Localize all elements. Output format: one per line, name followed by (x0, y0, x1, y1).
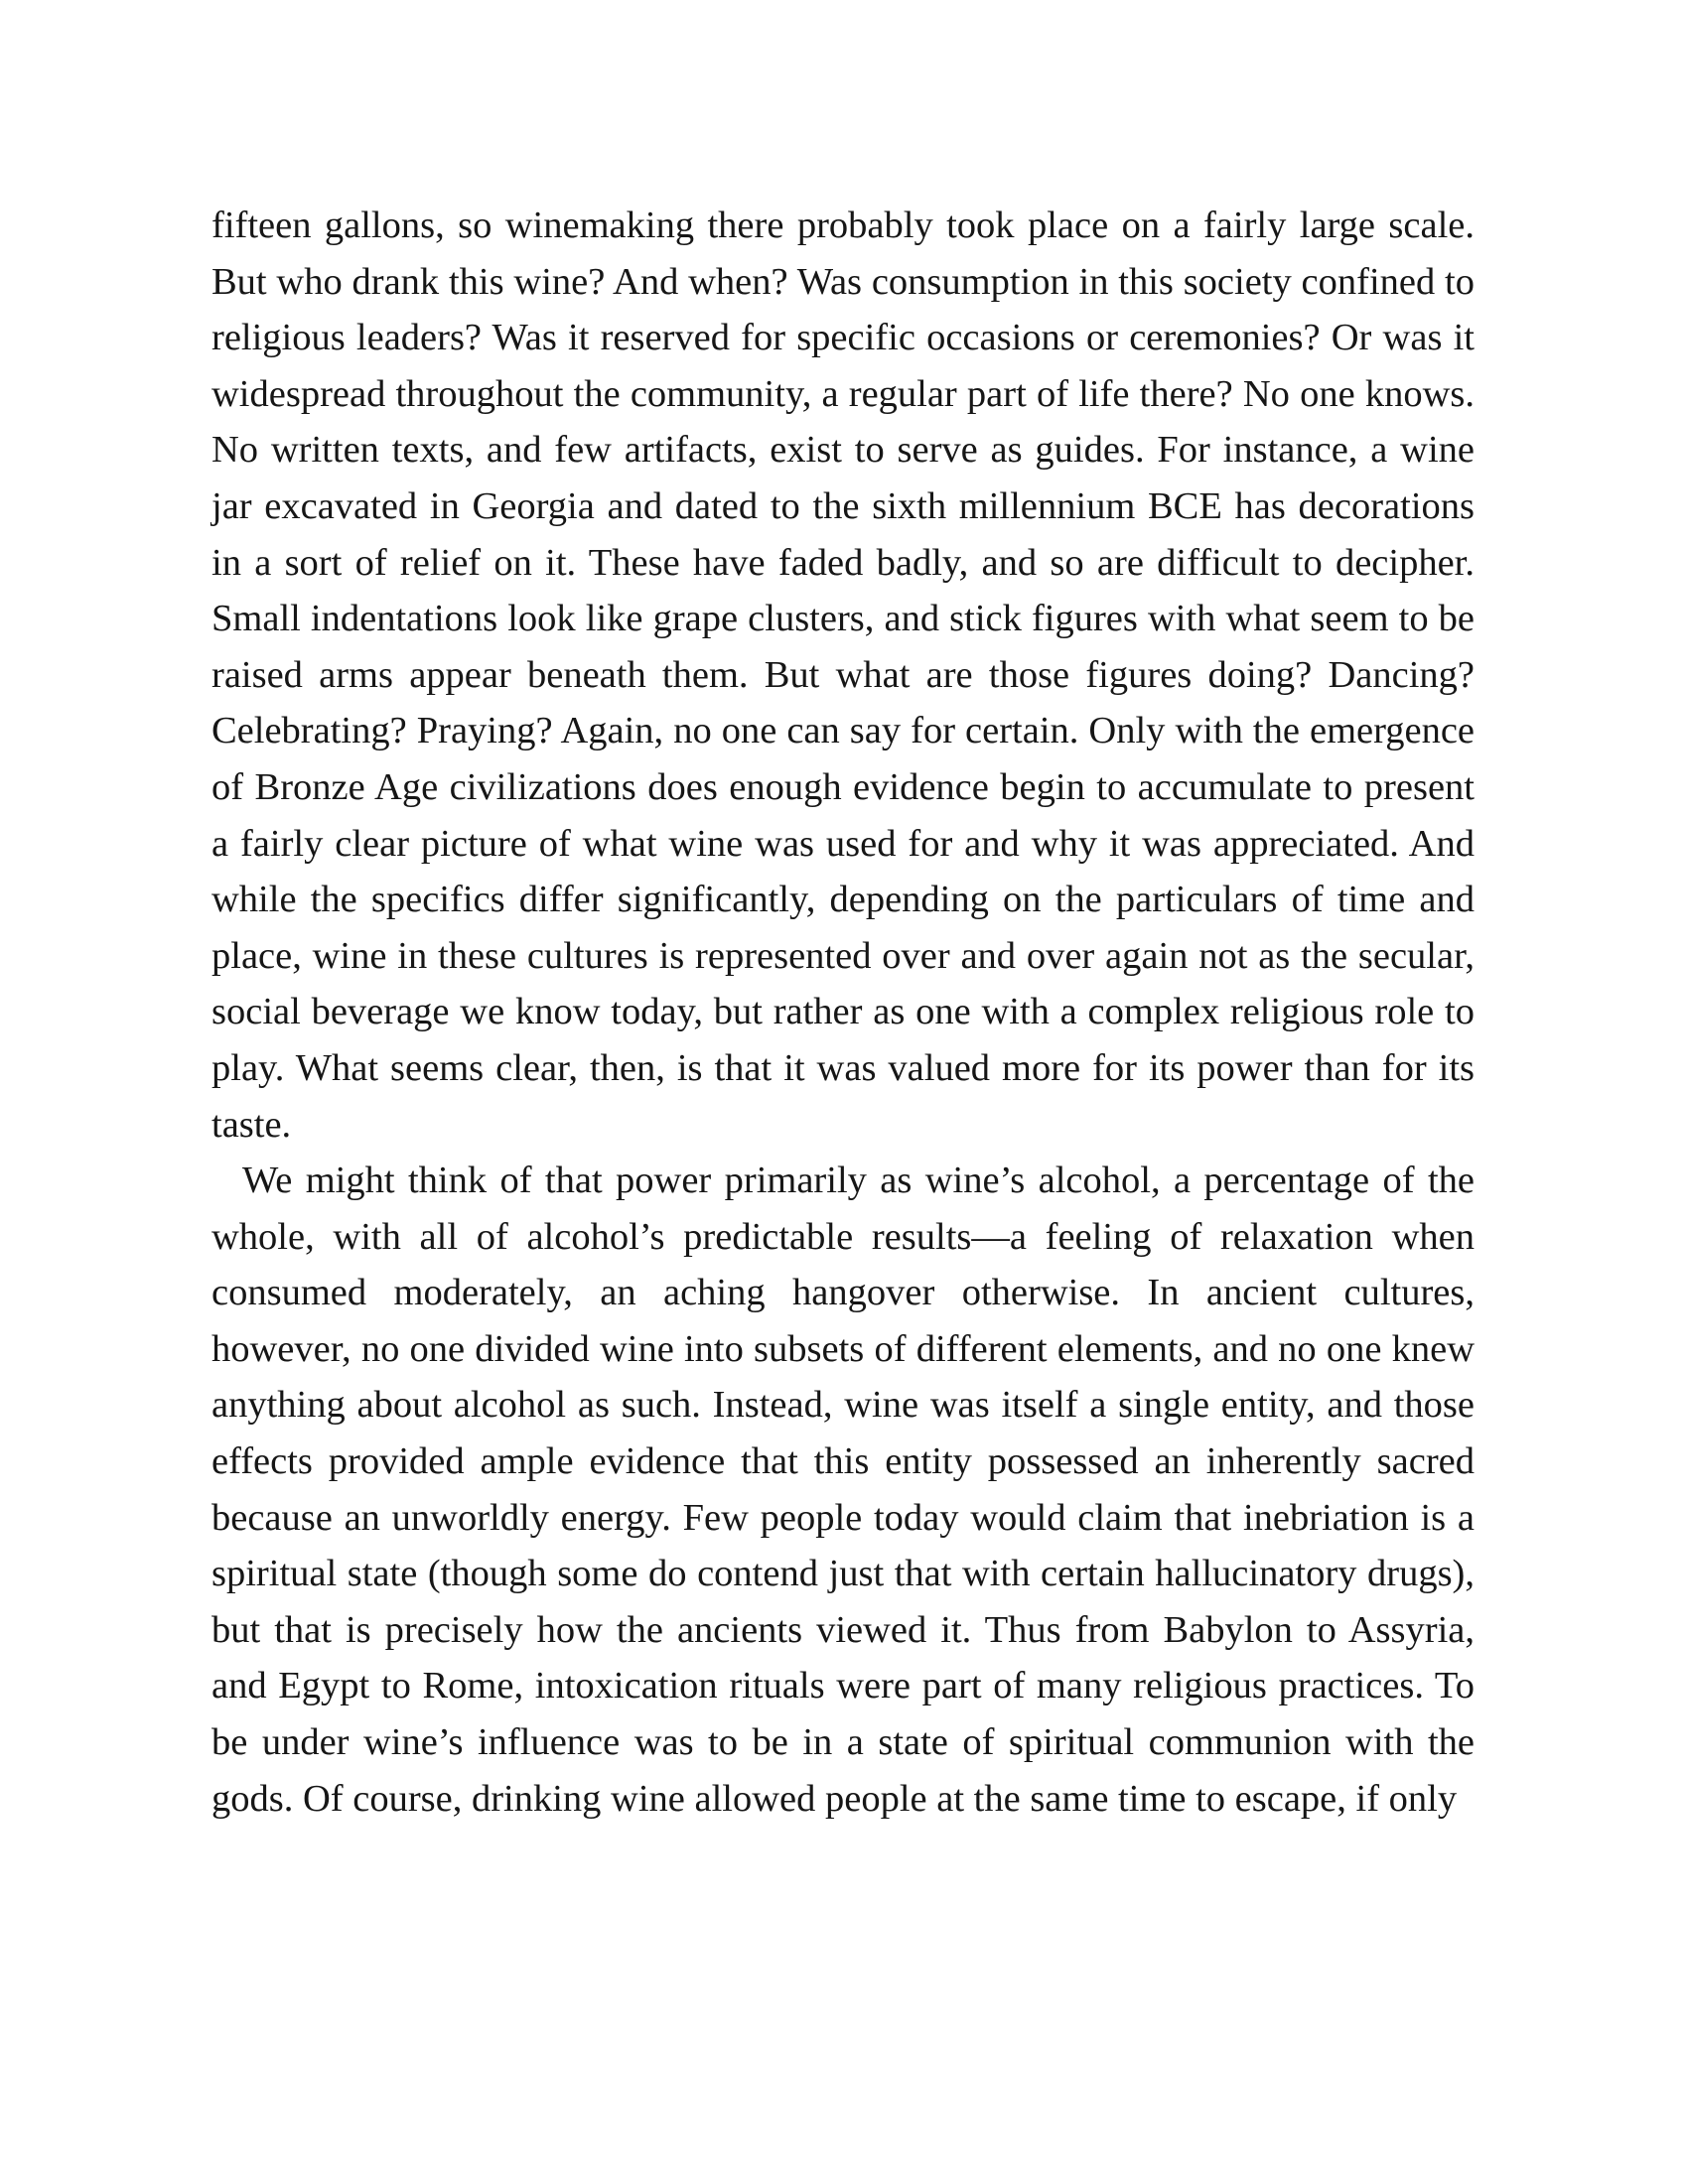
paragraph-2: We might think of that power primarily as wine’s alcohol, a percentage of the whole, with all of alcohol’s predictable results—a feeling of relaxation when consumed moderately, an aching hangover otherwise. In ancient cultures, however, no one divided wine into subsets of different elements, and no one knew anything about alcohol as such. Instead, wine was itself a single entity, and those effects provided ample evidence that this entity possessed an inherently sacred because an unworldly energy. Few people today would claim that inebriation is a spiritual state (though some do contend just that with certain hallucinatory drugs), but that is precisely how the ancients viewed it. Thus from Babylon to Assyria, and Egypt to Rome, intoxication rituals were part of many religious practices. To be under wine’s influence was to be in a state of spiritual communion with the gods. Of course, drinking wine allowed people at the same time to escape, if only (211, 1160, 1475, 1820)
body-text (211, 198, 1475, 1827)
paragraph-1: fifteen gallons, so winemaking there probably took place on a fairly large scale. But who drank this wine? And when? Was consumption in this society confined to religious leaders? Was it reserved for specific occasions or ceremonies? Or was it widespread throughout the community, a regular part of life there? No one knows. No written texts, and few artifacts, exist to serve as guides. For instance, a wine jar excavated in Georgia and dated to the sixth millennium BCE has decorations in a sort of relief on it. These have faded badly, and so are difficult to decipher. Small indentations look like grape clusters, and stick figures with what seem to be raised arms appear beneath them. But what are those figures doing? Dancing? Celebrating? Praying? Again, no one can say for certain. Only with the emergence of Bronze Age civilizations does enough evidence begin to accumulate to present a fairly clear picture of what wine was used for and why it was appreciated. And while the specifics differ significantly, depending on the particulars of time and place, wine in these cultures is represented over and over again not as the secular, social beverage we know today, but rather as one with a complex religious role to play. What seems clear, then, is that it was valued more for its power than for its taste. (211, 205, 1475, 1146)
